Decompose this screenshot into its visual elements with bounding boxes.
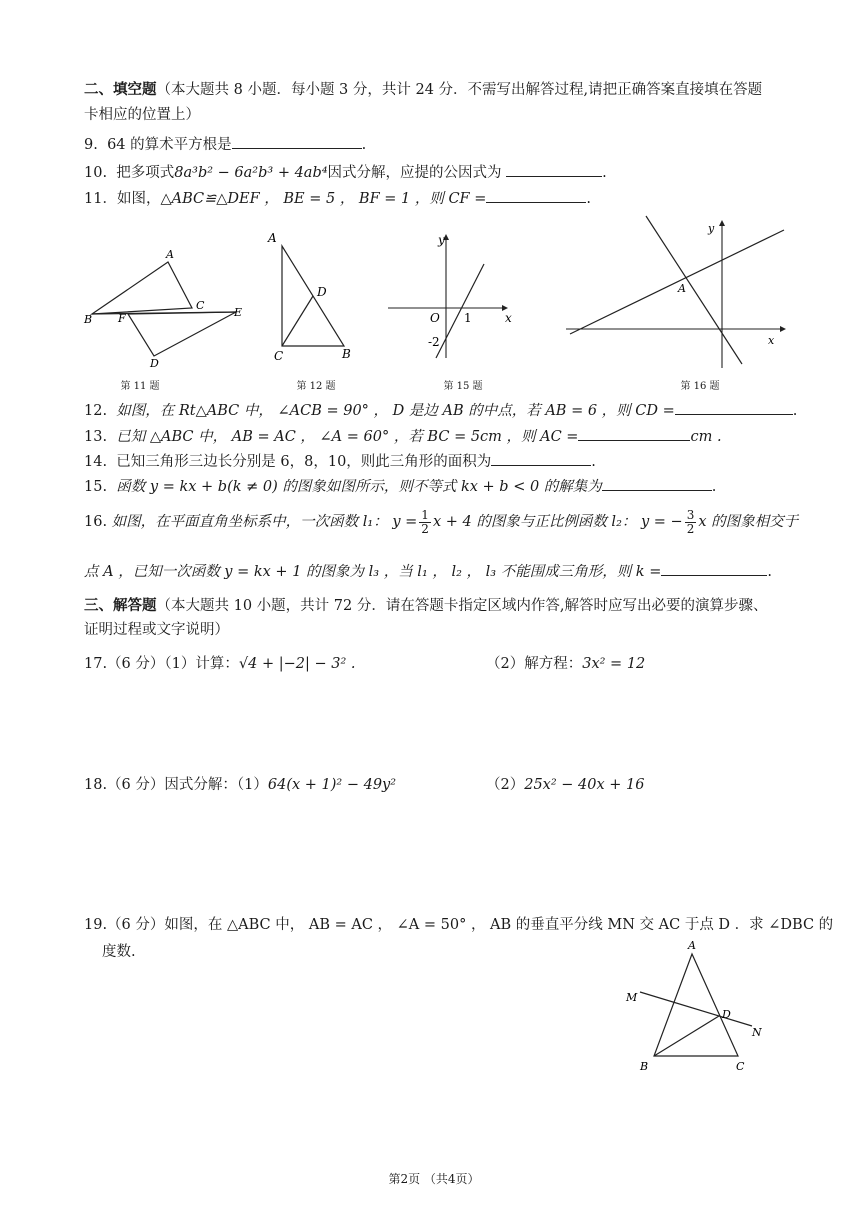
fig15-label-y: y [438, 233, 445, 247]
section3-heading [84, 595, 767, 617]
fig16-line-l1 [570, 230, 784, 334]
question-16-line-1 [84, 507, 798, 537]
fig15-label-origin: O [430, 311, 440, 325]
q9-number: 9. [84, 137, 98, 153]
fig19-line-mn [640, 992, 752, 1026]
q13-number: 13. [84, 429, 108, 445]
section3-desc-1: （本大题共 10 小题，共计 72 分．请在答题卡指定区域内作答,解答时应写出必要的演算步骤、 [156, 598, 768, 614]
caption-12: 第 12 题 [296, 381, 336, 392]
q16-frac2-numerator: 3 [686, 507, 695, 522]
q13-answer-blank[interactable] [578, 426, 690, 441]
question-14 [84, 451, 596, 473]
q16-part-3: x 的图象相交于 [698, 514, 799, 530]
q15-end: . [711, 479, 717, 495]
fig16-label-x: x [768, 334, 775, 347]
fig12-median-cd [282, 296, 313, 346]
q15-answer-blank[interactable] [602, 476, 712, 491]
question-10 [84, 162, 607, 184]
q15-number: 15. [84, 479, 108, 495]
q12-text: 如图，在 Rt△ABC 中， ∠ACB = 90° ， D 是边 AB 的中点，若 AB = 6 ，则 CD = [116, 403, 675, 419]
question-12 [84, 400, 797, 422]
q16-line-2-text: 点 A ，已知一次函数 y = kx + 1 的图象为 l₃ ，当 l₁ ， l₂ ， l₃ 不能围成三角形，则 k = [84, 564, 662, 580]
fig11-label-d: D [150, 357, 159, 369]
q13-unit: cm . [690, 429, 722, 445]
fig16-label-a: A [678, 282, 686, 295]
fig12-label-b: B [342, 347, 351, 361]
question-18 [84, 774, 396, 796]
q17-heading: 17.（6 分）（1）计算： [84, 656, 239, 672]
figure-19 [618, 938, 778, 1076]
question-18-part-2 [486, 774, 645, 796]
fig11-label-f: F [118, 312, 126, 325]
question-16-line-2 [84, 561, 772, 583]
q9-text: 64 的算术平方根是 [107, 137, 232, 153]
q18-heading: 18.（6 分）因式分解：（1） [84, 777, 268, 793]
question-17 [84, 653, 355, 675]
question-19-line-2: 度数. [102, 944, 136, 960]
fig11-triangle-def [128, 312, 236, 356]
question-15 [84, 476, 716, 498]
q10-pre: 把多项式 [116, 165, 175, 181]
q16-answer-blank[interactable] [661, 561, 767, 576]
q17-part2-label: （2）解方程： [486, 656, 583, 672]
fig11-label-a: A [166, 248, 174, 261]
q15-text: 函数 y = kx + b(k ≠ 0) 的图象如图所示，则不等式 kx + b < 0 的解集为 [116, 479, 602, 495]
q16-frac2-denominator: 2 [686, 521, 695, 536]
q18-part2-label: （2） [486, 777, 525, 793]
section3-title: 三、解答题 [84, 597, 157, 614]
q10-number: 10. [84, 165, 108, 181]
q12-answer-blank[interactable] [675, 400, 793, 415]
fig19-label-a: A [688, 939, 696, 952]
q16-end: . [767, 564, 772, 580]
q11-answer-blank[interactable] [486, 188, 586, 203]
q16-part-1: 如图，在平面直角坐标系中，一次函数 l₁： y = [111, 514, 418, 530]
fig12-label-a: A [268, 231, 277, 245]
fig11-triangle-abc [92, 262, 192, 314]
q14-end: . [591, 454, 596, 470]
figure-16 [562, 212, 792, 372]
fig11-label-b: B [84, 313, 93, 326]
section3-desc-2: 证明过程或文字说明） [84, 622, 229, 638]
fig16-y-arrow [719, 220, 725, 226]
fig11-label-c: C [196, 299, 205, 312]
fig12-label-d: D [317, 285, 327, 299]
fig19-label-b: B [640, 1060, 649, 1073]
fig15-label-minus-two: -2 [428, 335, 440, 349]
q16-fraction-one-half [419, 509, 431, 536]
fig19-label-d: D [722, 1008, 731, 1021]
fig15-label-x: x [505, 311, 512, 325]
caption-15: 第 15 题 [443, 381, 483, 392]
fig16-x-arrow [780, 326, 786, 332]
fig11-label-e: E [234, 306, 243, 319]
question-19-line-1: 19.（6 分）如图，在 △ABC 中， AB = AC ， ∠A = 50° ， AB 的垂直平分线 MN 交 AC 于点 D ．求 ∠DBC 的 [84, 917, 834, 933]
q11-pre: 如图， [116, 191, 161, 207]
q9-answer-blank[interactable] [232, 134, 362, 149]
fig19-triangle-abc [654, 954, 738, 1056]
q17-expression: √4 + |−2| − 3² . [238, 656, 356, 672]
q10-post: 因式分解，应提的公因式为 [327, 165, 502, 181]
caption-16: 第 16 题 [680, 381, 720, 392]
q12-end: . [792, 403, 798, 419]
section2-desc-2: 卡相应的位置上） [84, 107, 200, 123]
fig16-label-y: y [708, 222, 715, 235]
question-9 [84, 134, 366, 156]
figure-12 [262, 226, 362, 366]
question-11 [84, 188, 591, 210]
fig15-line [436, 264, 484, 358]
figure-11 [80, 244, 250, 369]
q16-part-2: x + 4 的图象与正比例函数 l₂： y = − [432, 514, 683, 530]
q13-text: 已知 △ABC 中， AB = AC ， ∠A = 60° ，若 BC = 5cm ，则 AC = [116, 429, 579, 445]
question-13 [84, 426, 722, 448]
fig12-label-c: C [274, 349, 284, 363]
figure-15 [384, 226, 519, 366]
q11-end: . [586, 191, 591, 207]
q10-end: . [602, 165, 607, 181]
fig19-label-m: M [626, 991, 638, 1004]
q11-number: 11． [84, 191, 117, 207]
q11-condition: △ABC≌△DEF ， BE = 5 ， BF = 1 ，则 CF = [160, 191, 487, 207]
q18-expression-2: 25x² − 40x + 16 [524, 777, 645, 793]
caption-11: 第 11 题 [120, 381, 160, 392]
q10-expression: 8a³b² − 6a²b³ + 4ab⁴ [174, 165, 328, 181]
q14-answer-blank[interactable] [491, 451, 591, 466]
q12-number: 12. [84, 403, 108, 419]
fig19-line-bd [654, 1016, 719, 1056]
q16-fraction-three-halves [685, 509, 697, 536]
q14-number: 14. [84, 454, 108, 470]
q16-frac1-denominator: 2 [421, 521, 429, 536]
q9-end: . [361, 137, 367, 153]
q16-frac1-numerator: 1 [421, 507, 429, 522]
section2-desc-1: （本大题共 8 小题．每小题 3 分，共计 24 分．不需写出解答过程,请把正确答案直接填在答题 [156, 82, 763, 98]
question-17-part-2 [486, 653, 645, 675]
fig15-label-one: 1 [464, 311, 472, 325]
fig19-label-c: C [736, 1060, 745, 1073]
fig19-label-n: N [752, 1026, 762, 1039]
section2-heading [84, 79, 762, 101]
section2-title: 二、填空题 [84, 81, 157, 98]
q16-number: 16. [84, 514, 108, 530]
page-footer: 第2页 （共4页） [388, 1172, 480, 1186]
q14-text: 已知三角形三边长分别是 6，8，10，则此三角形的面积为 [116, 454, 492, 470]
q18-expression-1: 64(x + 1)² − 49y² [267, 777, 397, 793]
q10-answer-blank[interactable] [506, 162, 602, 177]
q17-equation: 3x² = 12 [582, 656, 646, 672]
